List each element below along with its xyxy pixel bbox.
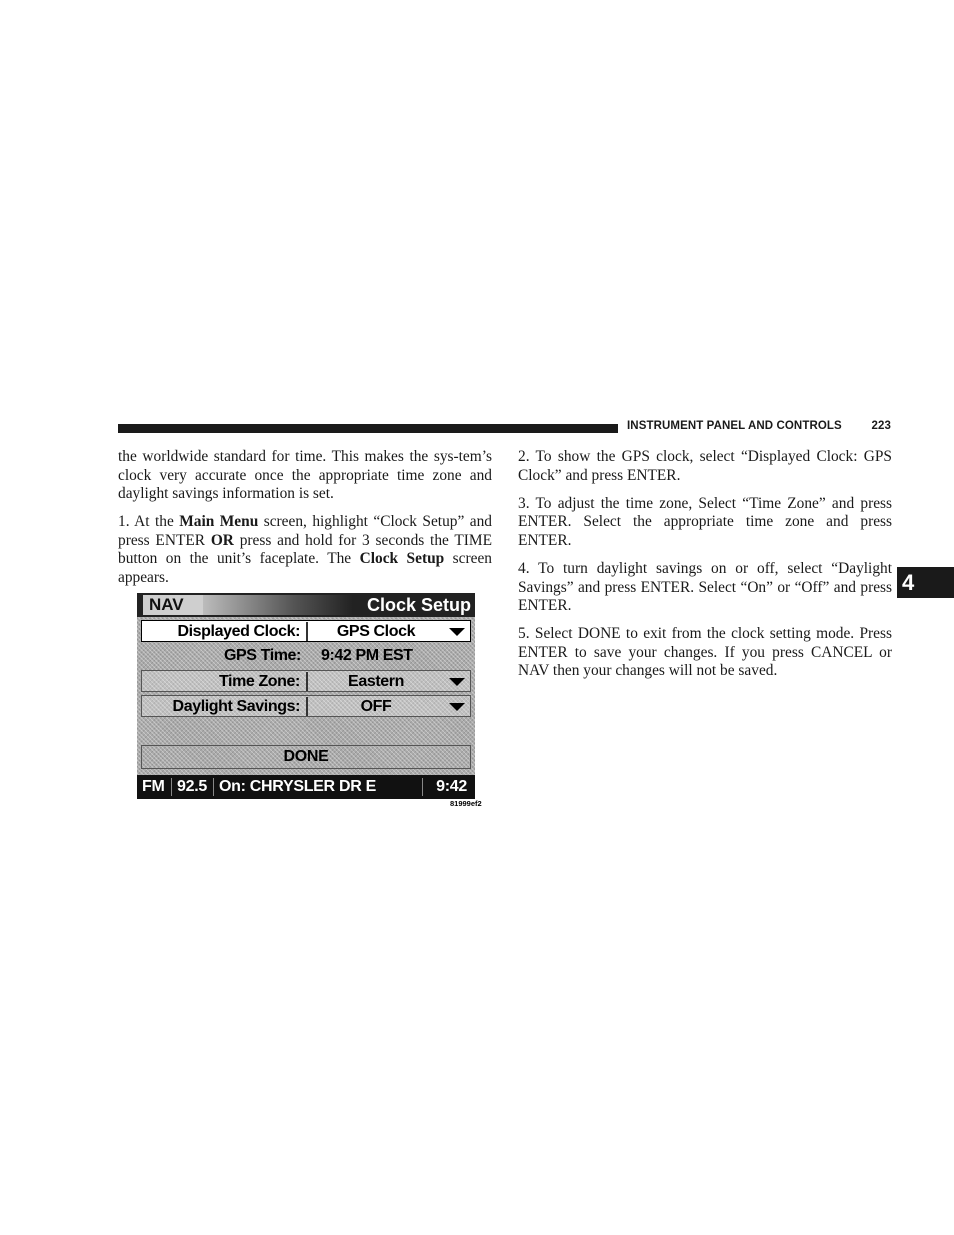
dropdown-arrow-icon (449, 628, 465, 636)
running-header (627, 420, 891, 432)
done-button: DONE (141, 745, 471, 769)
dropdown-arrow-icon (449, 678, 465, 686)
step-1: 1. At the Main Menu screen, highlight “Clock Setup” and press ENTER OR press and hold for 3 seconds the TIME button on the unit’s faceplate. The Clock Setup screen appears. (118, 513, 492, 587)
intro-paragraph: the worldwide standard for time. This makes the sys-tem’s clock very accurate once the appropriate time zone and daylight savings information is set. (118, 448, 492, 503)
screen-title-bar (137, 593, 475, 617)
clock-setup-screen-figure (137, 593, 475, 799)
current-road: On: CHRYSLER DR E (219, 778, 376, 795)
step-3: 3. To adjust the time zone, Select “Time Zone” and press ENTER. Select the appropriate time zone and press ENTER. (518, 494, 892, 549)
time-zone-row: Time Zone: Eastern (141, 670, 471, 692)
figure-id: 81999ef2 (450, 799, 482, 808)
daylight-savings-row: Daylight Savings: OFF (141, 695, 471, 717)
page-number: 223 (871, 420, 891, 432)
clock-time: 9:42 (436, 778, 467, 795)
radio-band: FM (142, 778, 165, 795)
section-title: INSTRUMENT PANEL AND CONTROLS (627, 420, 842, 432)
header-rule (118, 424, 618, 433)
status-bar (137, 775, 475, 799)
displayed-clock-row: Displayed Clock: GPS Clock (141, 620, 471, 642)
screen-title: Clock Setup (366, 595, 471, 615)
radio-frequency: 92.5 (177, 778, 207, 795)
step-4: 4. To turn daylight savings on or off, select “Daylight Savings” and press ENTER. Select “On” or “Off” and press ENTER. (518, 559, 892, 615)
nav-tab: NAV (143, 595, 203, 615)
step-5: 5. Select DONE to exit from the clock setting mode. Press ENTER to save your changes. If you press CANCEL or NAV then your changes will not be saved. (518, 625, 892, 680)
right-column (518, 448, 892, 691)
dropdown-arrow-icon (449, 703, 465, 711)
chapter-tab: 4 (897, 567, 954, 598)
left-column (118, 448, 492, 597)
step-2: 2. To show the GPS clock, select “Displayed Clock: GPS Clock” and press ENTER. (518, 448, 892, 484)
gps-time-row: GPS Time: 9:42 PM EST (223, 647, 413, 664)
